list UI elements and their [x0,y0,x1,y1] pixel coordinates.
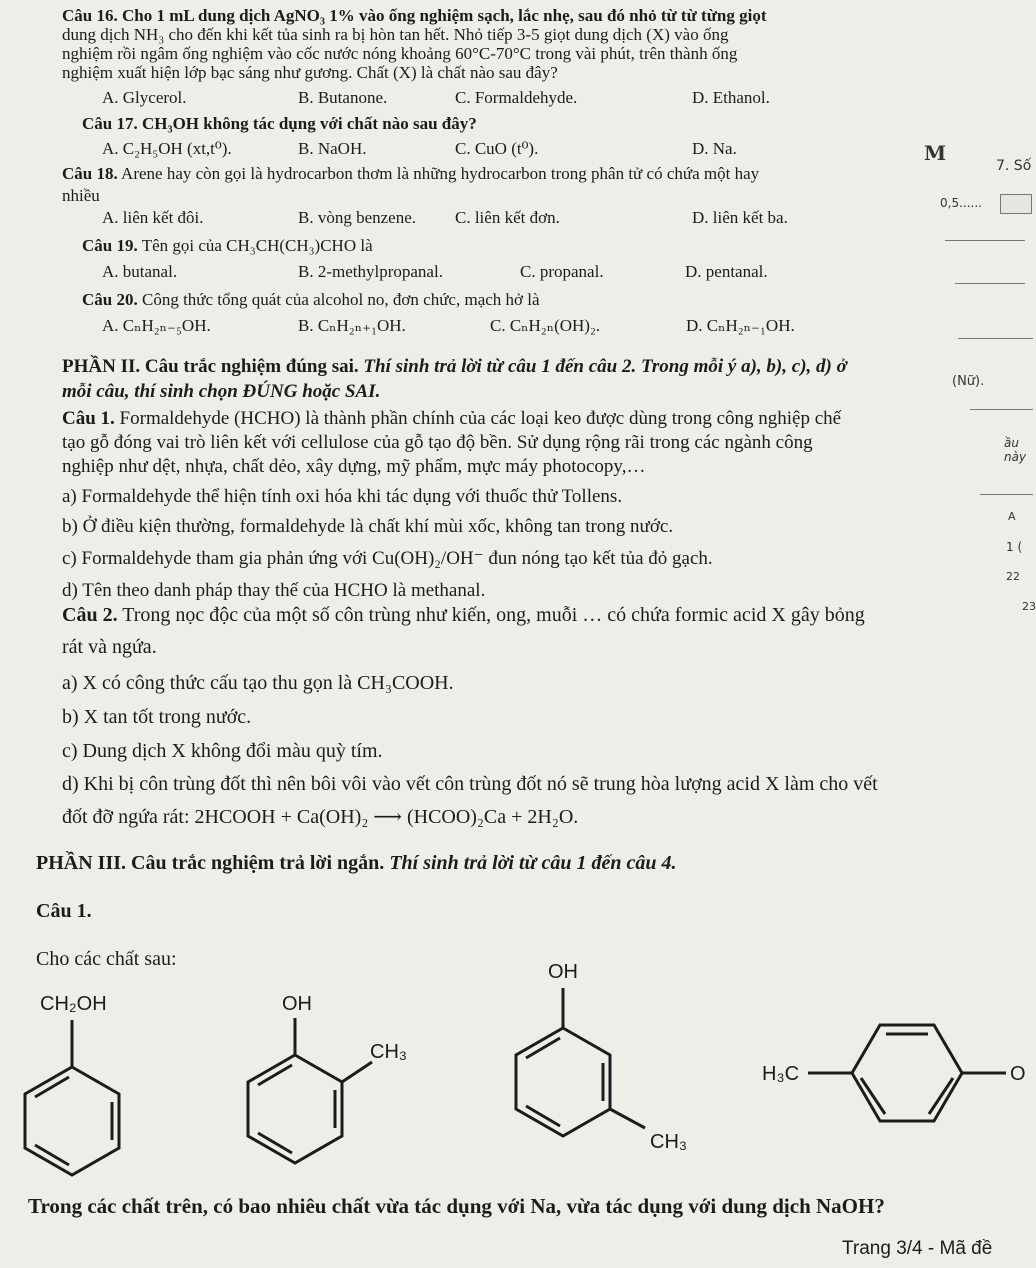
margin-note-1: 1 ( [1006,540,1023,554]
p2-q2-item-d-2: đốt đỡ ngứa rát: 2HCOOH + Ca(OH)₂ ⟶ (HCOO)₂Ca + 2H₂O. [62,806,579,828]
margin-note-nu: (Nữ). [952,374,985,389]
q16-option-d: D. Ethanol. [692,88,770,107]
part3-instruction: Thí sinh trả lời từ câu 1 đến câu 4. [389,852,677,874]
p2-q2-item-a: a) X có công thức cấu tạo thu gọn là CH₃COOH. [62,672,454,694]
benzene-ring-3 [516,988,645,1136]
p2-q1-line-1 [62,408,841,430]
s2-ch3-label: CH₃ [370,1041,408,1063]
q17-label: Câu 17. [82,114,138,133]
q16-option-a: A. Glycerol. [102,88,187,107]
margin-note-22: 22 [1006,570,1020,583]
q19-option-c: C. propanal. [520,262,604,281]
p2-q2-line-1 [62,604,865,627]
q18-option-a: A. liên kết đôi. [102,208,204,227]
p2-q2-stem-2: rát và ngứa. [62,636,157,658]
q16-line-4: nghiệm xuất hiện lớp bạc sáng như gương. Chất (X) là chất nào sau đây? [62,63,558,82]
q20-option-b: B. CₙH₂ₙ₊₁OH. [298,316,406,335]
q16-line-2: dung dịch NH₃ cho đến khi kết tủa sinh ra bị hòn tan hết. Nhỏ tiếp 3-5 giọt dung dịch (X) vào ống [62,25,729,44]
p2-q2-item-b: b) X tan tốt trong nước. [62,706,252,728]
part3-heading-line [36,852,677,875]
p2-q1-stem-3: nghiệp như dệt, nhựa, chất dẻo, xây dựng, mỹ phẩm, mực máy photocopy,… [62,456,646,477]
margin-note-a: A [1008,510,1016,523]
q20-stem: Công thức tổng quát của alcohol no, đơn chức, mạch hở là [141,290,540,309]
benzene-ring-1 [25,1020,119,1175]
margin-note-23: 23 [1022,600,1036,613]
margin-note-7: 7. Số [996,158,1032,174]
q20-question [82,290,540,310]
part2-instruction-2: mỗi câu, thí sinh chọn ĐÚNG hoặc SAI. [62,381,381,402]
margin-line-2 [955,283,1025,284]
q20-label: Câu 20. [82,290,138,309]
q18-stem-line2: nhiều [62,186,100,205]
p3-q1-question: Trong các chất trên, có bao nhiêu chất vừa tác dụng với Na, vừa tác dụng với dung dịch NaOH? [28,1194,885,1218]
margin-line-1 [945,240,1025,241]
q16-option-b: B. Butanone. [298,88,388,107]
q19-option-b: B. 2-methylpropanal. [298,262,443,281]
margin-score: 0,5...... [940,196,982,210]
q19-option-a: A. butanal. [102,262,178,281]
p2-q2-stem-1: Trong nọc độc của một số côn trùng như kiến, ong, muỗi … có chứa formic acid X gây bỏng [122,604,865,626]
q19-label: Câu 19. [82,236,138,255]
page-footer: Trang 3/4 - Mã đề [842,1238,993,1259]
q17-stem: CH₃OH không tác dụng với chất nào sau đây? [141,114,477,133]
benzene-ring-2 [248,1018,372,1163]
s3-oh-label: OH [548,961,578,983]
p2-q1-item-c: c) Formaldehyde tham gia phản ứng với Cu(OH)₂/OH⁻ đun nóng tạo kết tủa đỏ gạch. [62,548,713,569]
q19-question [82,236,373,256]
p2-q1-item-a: a) Formaldehyde thể hiện tính oxi hóa khi tác dụng với thuốc thử Tollens. [62,486,623,507]
benzene-ring-4 [808,1025,1006,1121]
margin-line-4 [970,409,1033,410]
q16-option-c: C. Formaldehyde. [455,88,578,107]
q20-option-a: A. CₙH₂ₙ₋₅OH. [102,316,211,335]
q20-option-d: D. CₙH₂ₙ₋₁OH. [686,316,795,335]
p2-q1-item-d: d) Tên theo danh pháp thay thế của HCHO là methanal. [62,580,486,601]
p2-q2-label: Câu 2. [62,604,118,626]
part2-heading-line [62,356,847,378]
p2-q1-stem-2: tạo gỗ đóng vai trò liên kết với cellulose của gỗ tạo độ bền. Sử dụng rộng rãi trong các ngành công [62,432,813,453]
part2-heading: PHẦN II. Câu trắc nghiệm đúng sai. [62,356,359,377]
q17-question [82,114,477,134]
q16-line-1: Câu 16. Cho 1 mL dung dịch AgNO₃ 1% vào ống nghiệm sạch, lắc nhẹ, sau đó nhỏ từ từ từng giọt [62,6,767,25]
q18-option-b: B. vòng benzene. [298,208,417,227]
s4-h3c-label: H₃C [762,1063,800,1085]
q19-stem: Tên gọi của CH₃CH(CH₃)CHO là [141,236,373,255]
q20-option-c: C. CₙH₂ₙ(OH)₂. [490,316,601,335]
part2-instruction-1: Thí sinh trả lời từ câu 1 đến câu 2. Trong mỗi ý a), b), c), d) ở [363,356,847,377]
part3-heading: PHẦN III. Câu trắc nghiệm trả lời ngắn. [36,852,385,874]
q18-option-d: D. liên kết ba. [692,208,788,227]
margin-line-3 [958,338,1033,339]
s4-o-label: O [1010,1063,1026,1085]
chemical-structures [0,960,1033,1220]
s2-oh-label: OH [282,993,312,1015]
q18-label: Câu 18. [62,164,118,183]
q17-option-b: B. NaOH. [298,139,367,158]
s3-ch3-label: CH₃ [650,1131,688,1153]
q18-option-c: C. liên kết đơn. [455,208,560,227]
q17-option-d: D. Na. [692,139,737,158]
p2-q1-item-b: b) Ở điều kiện thường, formaldehyde là chất khí mùi xốc, không tan trong nước. [62,516,674,537]
p3-q1-label: Câu 1. [36,900,92,922]
margin-line-5 [980,494,1033,495]
margin-box [1000,194,1032,214]
q16-line-3: nghiệm rồi ngâm ống nghiệm vào cốc nước nóng khoảng 60°C-70°C trong vài phút, trên thành ống [62,44,738,63]
q19-option-d: D. pentanal. [685,262,768,281]
p2-q1-stem-1: Formaldehyde (HCHO) là thành phần chính của các loại keo được dùng trong công nghiệp chế [119,408,842,429]
p3-q1-intro: Cho các chất sau: [36,948,177,970]
p2-q2-item-d: d) Khi bị côn trùng đốt thì nên bôi vôi vào vết côn trùng đốt nó sẽ trung hòa lượng acid X làm cho vết [62,773,878,795]
q18-stem-line1: Arene hay còn gọi là hydrocarbon thơm là những hydrocarbon trong phân tử có chứa một hay [121,164,760,183]
margin-note-unay: ầu này [1004,436,1027,464]
q18-question [62,164,759,184]
q17-option-c: C. CuO (t⁰). [455,139,539,158]
p2-q1-label: Câu 1. [62,408,115,429]
s1-ch2oh-label: CH₂OH [40,993,107,1015]
q17-option-a: A. C₂H₅OH (xt,t⁰). [102,139,232,158]
p2-q2-item-c: c) Dung dịch X không đổi màu quỳ tím. [62,740,383,762]
margin-letter-m: M [924,141,947,165]
